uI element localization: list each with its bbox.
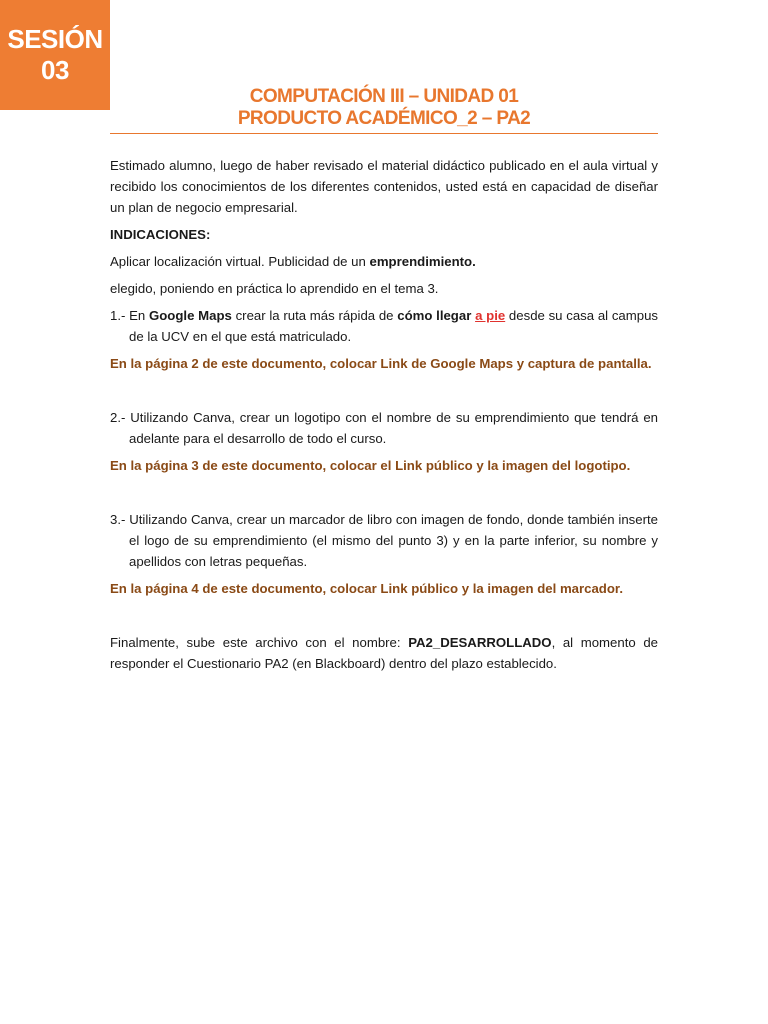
title-line-1: COMPUTACIÓN III – UNIDAD 01 bbox=[249, 86, 519, 107]
item-2: 2.- Utilizando Canva, crear un logotipo con el nombre de su emprendimiento que tendrá en adelante para el desarrollo de todo el curso. bbox=[110, 410, 658, 446]
title-underline bbox=[110, 133, 658, 134]
filename: PA2_DESARROLLADO bbox=[408, 635, 552, 650]
document-body bbox=[110, 155, 658, 674]
intro-paragraph: Estimado alumno, luego de haber revisado el material didáctico publicado en el aula virtual y recibido los conocimientos de los diferentes contenidos, usted está en capacidad de diseñar un plan de negocio empresarial. bbox=[110, 158, 658, 215]
document-title bbox=[110, 86, 658, 130]
item-3: 3.- Utilizando Canva, crear un marcador de libro con imagen de fondo, donde también inserte el logo de su emprendimiento (el mismo del punto 3) y en la parte inferior, su nombre y apellidos con letras pequeñas. bbox=[110, 512, 658, 569]
item-1: 1.- En Google Maps crear la ruta más rápida de cómo llegar a pie desde su casa al campus de la UCV en el que está matriculado. bbox=[110, 308, 659, 344]
title-line-2: PRODUCTO ACADÉMICO_2 – PA2 bbox=[237, 108, 531, 129]
a-pie-highlight: a pie bbox=[475, 308, 506, 323]
item-1-note: En la página 2 de este documento, colocar Link de Google Maps y captura de pantalla. bbox=[110, 356, 652, 371]
session-badge-number: 03 bbox=[41, 55, 69, 85]
final-paragraph: Finalmente, sube este archivo con el nombre: PA2_DESARROLLADO, al momento de responder el Cuestionario PA2 (en Blackboard) dentro del plazo establecido. bbox=[110, 635, 658, 671]
apply-paragraph: Aplicar localización virtual. Publicidad de un emprendimiento. bbox=[110, 254, 476, 269]
item-2-note: En la página 3 de este documento, colocar el Link público y la imagen del logotipo. bbox=[110, 458, 631, 473]
session-badge bbox=[0, 0, 110, 110]
session-badge-label: SESIÓN bbox=[7, 24, 103, 54]
item-3-note: En la página 4 de este documento, colocar Link público y la imagen del marcador. bbox=[110, 581, 623, 596]
indicaciones-heading: INDICACIONES: bbox=[110, 227, 211, 242]
chosen-paragraph: elegido, poniendo en práctica lo aprendido en el tema 3. bbox=[110, 281, 439, 296]
